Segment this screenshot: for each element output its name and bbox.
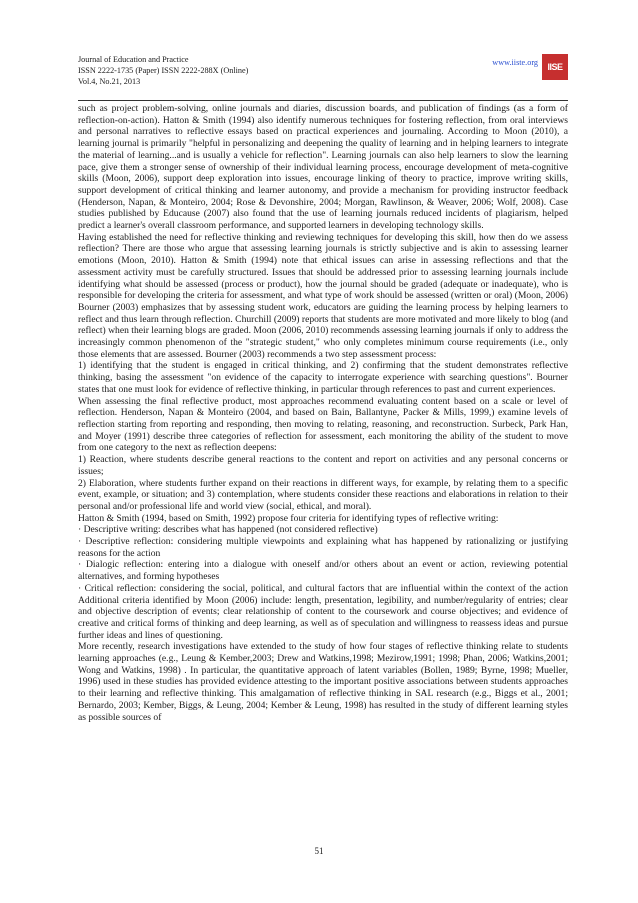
- article-body: [78, 103, 568, 838]
- journal-title: Journal of Education and Practice: [78, 55, 189, 64]
- paragraph: More recently, research investigations have extended to the study of how four stages of reflective thinking relate to students learning approaches (e.g., Leung & Kember,2003; Drew and Watkins,1998; Mezirow,1991; 1998; Phan, 2006; Watkins,2001; Wong and Watkins, 1998) . In particular, the quantitative approach of latent variables (Bollen, 1989; Byrne, 1998; Mueller, 1996) used in these studies has provided evidence attesting to the important positive associations between students approaches to their learning and reflective thinking. This amalgamation of reflective thinking in SAL research (e.g., Biggs et al., 2001; Bernardo, 2003; Kember, Biggs, & Leung, 2004; Kember & Leung, 1998) has resulted in the study of different learning styles as possible sources of: [78, 641, 568, 723]
- header-divider: [78, 100, 568, 101]
- bullet-item: · Descriptive reflection: considering multiple viewpoints and explaining what has happened by rationalizing or justifying reasons for the action: [78, 536, 568, 559]
- journal-url-link[interactable]: www.iiste.org: [492, 58, 538, 67]
- bullet-item: · Descriptive writing: describes what has happened (not considered reflective): [78, 524, 378, 536]
- paragraph: When assessing the final reflective product, most approaches recommend evaluating content based on a scale or level of reflection. Henderson, Napan & Monteiro (2004, and based on Bain, Ballantyne, Packer & Mills, 1999,) examine levels of reflection starting from reporting and responding, then moving to relating, reasoning, and reconstruction. Surbeck, Park Han, and Moyer (1991) describe three categories of reflection for assessment, each monitoring the ability of the student to move from one category to the next as reflection deepens:: [78, 395, 568, 454]
- bullet-item: · Dialogic reflection: entering into a dialogue with oneself and/or others about an event or action, reviewing potential alternatives, and forming hypotheses: [78, 559, 568, 583]
- journal-issn: ISSN 2222-1735 (Paper) ISSN 2222-288X (Online): [78, 66, 249, 75]
- iiste-logo: IISE: [542, 54, 568, 80]
- page-number: 51: [314, 846, 324, 856]
- paragraph: Hatton & Smith (1994, based on Smith, 1992) propose four criteria for identifying types of reflective writing:: [78, 512, 499, 524]
- paragraph: 1) Reaction, where students describe general reactions to the content and report on activities and any personal concerns or issues;: [78, 454, 568, 477]
- paragraph: Having established the need for reflective thinking and reviewing techniques for developing this skill, how then do we assess reflection? There are those who argue that assessing learning journals is strictly subjective and is akin to assessing learner emotions (Moon, 2010). Hatton & Smith (1994) note that ethical issues can arise in assessing reflections and that the assessment activity must be carefully structured. Issues that should be addressed prior to assessing learning journals include identifying what should be assessed (process or product), how the journal should be graded (adequate or inadequate), who is responsible for developing the criteria for assessment, and what type of work should be assessed (written or oral) (Moon, 2006) Bourner (2003) emphasizes that by assessing student work, educators are guiding the learning process by helping learners to reflect and thus learn through reflection. Churchill (2009) reports that students are more motivated and more likely to blog (and reflect) when their learning blogs are graded. Moon (2006, 2010) recommends assessing learning journals if only to address the increasingly common phenomenon of the "strategic student," who only completes minimum course requirements (i.e., only those elements that are assessed. Bourner (2003) recommends a two step assessment process:: [78, 231, 568, 360]
- paragraph: such as project problem-solving, online journals and diaries, discussion boards, and publication of findings (as a form of reflection-on-action). Hatton & Smith (1994) also identify numerous techniques for fostering reflection, from oral interviews and personal narratives to reflective essays based on practical experiences and journaling. According to Moon (2010), a learning journal is primarily "helpful in personalizing and deepening the quality of learning and in helping learners to integrate the material of learning...and is usually a vehicle for reflection". Learning journals can also help learners to slow the learning pace, give them a stronger sense of ownership of their individual learning process, encourage development of meta-cognitive skills (Moon, 2006), support deep exploration into issues, encourage linking of theory to practice, improve writing skills, support development of critical thinking and learner autonomy, and provide a mechanism for providing instructor feedback (Henderson, Napan, & Monteiro, 2004; Rose & Devonshire, 2004; Morgan, Rawlinson, & Weaver, 2006; Wolf, 2008). Case studies published by Educause (2007) also found that the use of learning journals reduced incidents of plagiarism, helped predict a learner's overall classroom performance, and supported learners in developing technology skills.: [78, 103, 568, 232]
- paragraph: 2) Elaboration, where students further expand on their reactions in different ways, for example, by relating them to a specific event, example, or situation; and 3) contemplation, where students consider these reactions and elaborations in relation to their personal and/or professional life and world view (social, ethical, and moral).: [78, 477, 568, 512]
- journal-volume: Vol.4, No.21, 2013: [78, 77, 141, 86]
- journal-info: [78, 54, 248, 87]
- page-header: [78, 54, 568, 102]
- paragraph: 1) identifying that the student is engaged in critical thinking, and 2) confirming that the student demonstrates reflective thinking, basing the assessment "on evidence of the capacity to interrogate experience with searching questions". Bourner states that one must look for evidence of reflective thinking, in particular through references to past and current experiences.: [78, 360, 568, 395]
- bullet-item: · Critical reflection: considering the social, political, and cultural factors that are influential within the context of the action Additional criteria identified by Moon (2006) include: length, presentation, legibility, and number/regularity of entries; clear and objective description of events; clear relationship of content to the coursework and course objectives; and evidence of creative and critical forms of thinking and deep learning, as well as of speculation and willingness to reassess ideas and pursue further ideas and lines of questioning.: [78, 582, 568, 641]
